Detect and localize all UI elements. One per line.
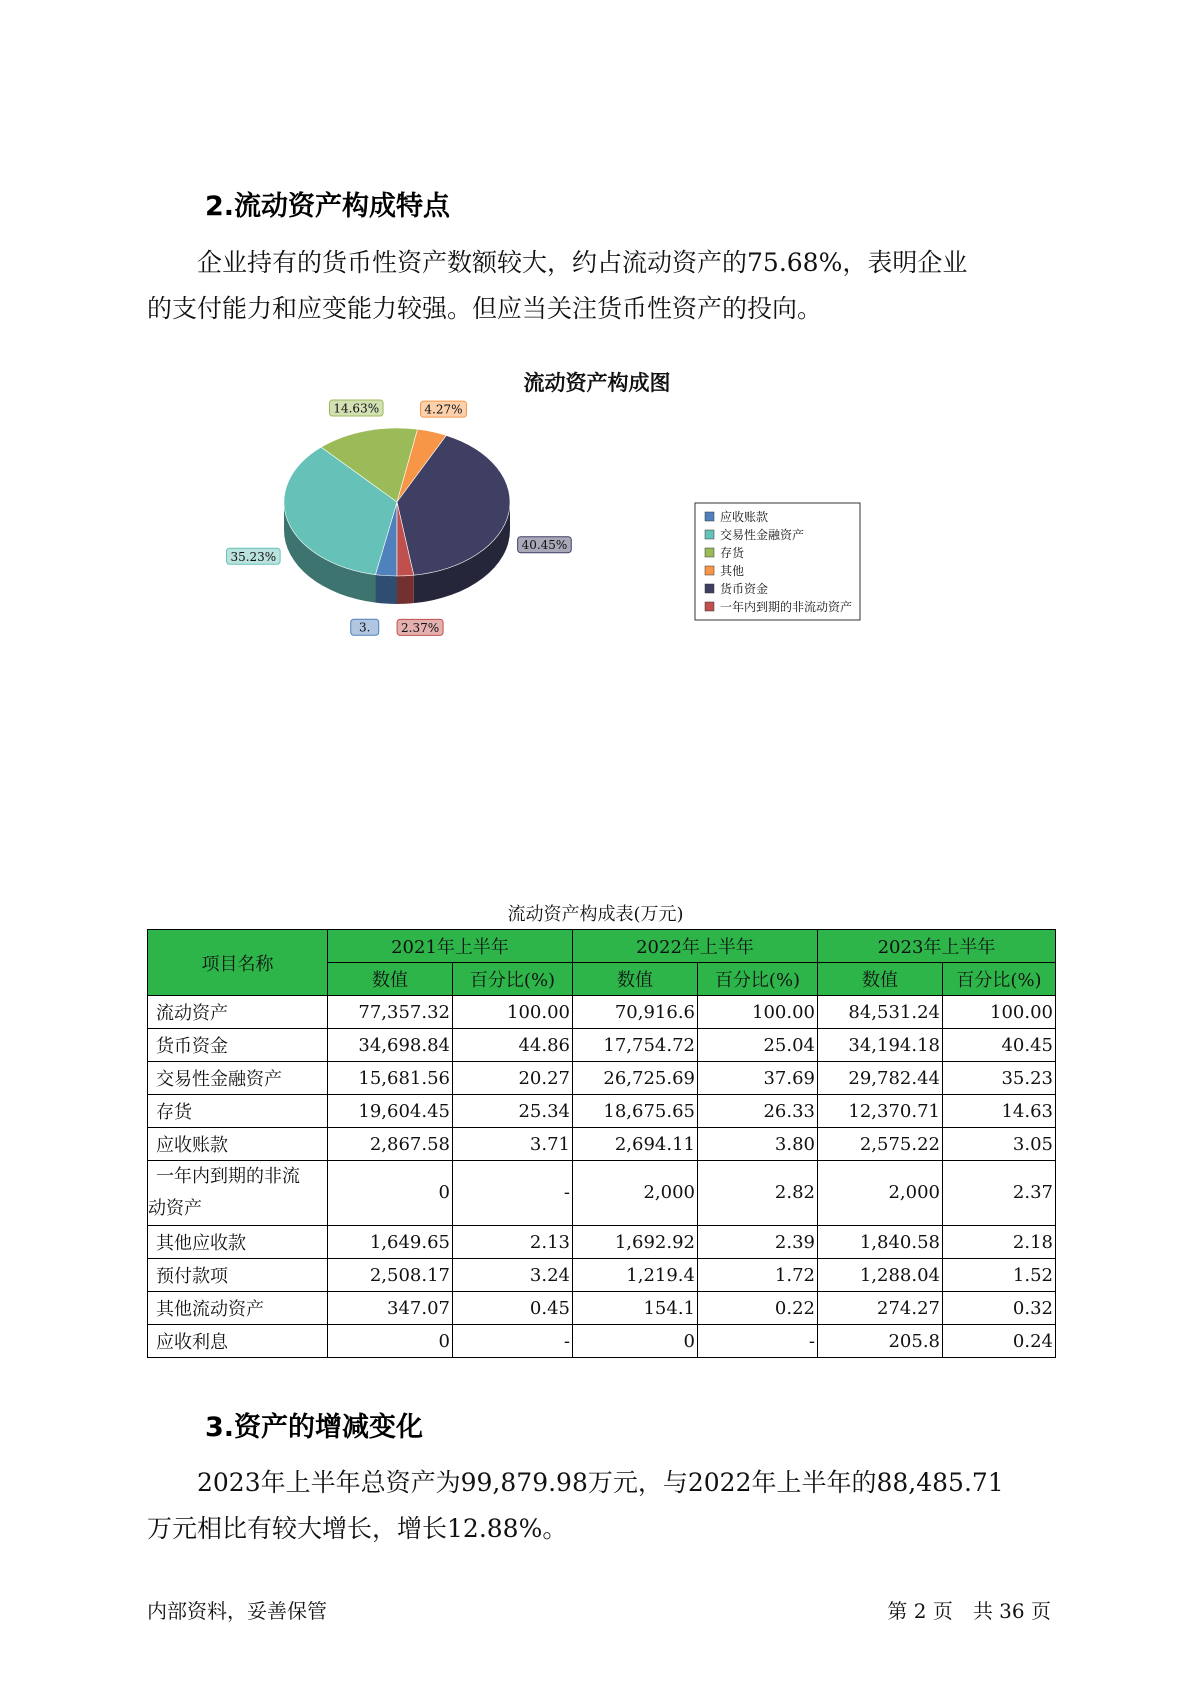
cell-value: 0 [573, 1325, 698, 1358]
pie-chart-svg [147, 360, 1047, 690]
data-label-text: 3. [359, 620, 371, 635]
cell-value: 1,288.04 [818, 1259, 943, 1292]
table-row [148, 1325, 1056, 1358]
row-name: 货币资金 [148, 1029, 328, 1062]
cell-pct: 100.00 [453, 996, 573, 1029]
cell-pct: 2.82 [698, 1161, 818, 1226]
cell-pct: 3.71 [453, 1128, 573, 1161]
row-name: 其他应收款 [148, 1226, 328, 1259]
cell-value: 77,357.32 [328, 996, 453, 1029]
cell-pct: 2.13 [453, 1226, 573, 1259]
cell-value: 34,194.18 [818, 1029, 943, 1062]
legend-entry: 其他 [720, 564, 745, 578]
header-value: 数值 [818, 963, 943, 996]
cell-pct: 1.52 [943, 1259, 1056, 1292]
section-3-paragraph [147, 1460, 1047, 1552]
current-assets-table [147, 929, 1056, 1358]
header-pct: 百分比(%) [698, 963, 818, 996]
cell-pct: - [453, 1325, 573, 1358]
cell-pct: 14.63 [943, 1095, 1056, 1128]
table-row [148, 1095, 1056, 1128]
cell-value: 2,575.22 [818, 1128, 943, 1161]
cell-pct: 100.00 [943, 996, 1056, 1029]
cell-pct: 40.45 [943, 1029, 1056, 1062]
cell-pct: 25.04 [698, 1029, 818, 1062]
cell-value: 34,698.84 [328, 1029, 453, 1062]
cell-value: 2,694.11 [573, 1128, 698, 1161]
cell-value: 205.8 [818, 1325, 943, 1358]
data-label-存货 [329, 400, 383, 416]
cell-pct: 20.27 [453, 1062, 573, 1095]
cell-value: 1,219.4 [573, 1259, 698, 1292]
cell-pct: 25.34 [453, 1095, 573, 1128]
section-3-line-2: 万元相比有较大增长，增长12.88%。 [147, 1514, 568, 1543]
data-label-交易性金融资产 [227, 548, 281, 564]
legend-swatch [705, 512, 714, 521]
table-row [148, 996, 1056, 1029]
cell-pct: 100.00 [698, 996, 818, 1029]
legend-swatch [705, 584, 714, 593]
table-row [148, 1259, 1056, 1292]
cell-pct: 1.72 [698, 1259, 818, 1292]
data-label-text: 40.45% [521, 538, 568, 553]
row-name [148, 1161, 328, 1226]
cell-value: 2,508.17 [328, 1259, 453, 1292]
section-2-line-2: 的支付能力和应变能力较强。但应当关注货币性资产的投向。 [147, 294, 823, 323]
chart-title: 流动资产构成图 [523, 371, 671, 395]
data-label-text: 2.37% [401, 620, 440, 635]
cell-value: 84,531.24 [818, 996, 943, 1029]
section-2-paragraph [147, 240, 1047, 332]
cell-value: 19,604.45 [328, 1095, 453, 1128]
legend-swatch [705, 602, 714, 611]
cell-value: 0 [328, 1325, 453, 1358]
chart-legend [695, 503, 860, 620]
table-row [148, 1062, 1056, 1095]
table-row [148, 1029, 1056, 1062]
data-label-text: 4.27% [424, 402, 463, 417]
data-label-货币资金 [518, 537, 572, 553]
cell-value: 17,754.72 [573, 1029, 698, 1062]
data-label-其他 [420, 401, 466, 417]
pie-slices [284, 428, 510, 604]
section-3-line-1: 2023年上半年总资产为99,879.98万元，与2022年上半年的88,485.71 [197, 1468, 1004, 1497]
cell-value: 1,840.58 [818, 1226, 943, 1259]
data-label-text: 14.63% [333, 401, 380, 416]
pie-side-一年内到期的非流动资产 [397, 575, 414, 604]
row-name-line-1: 一年内到期的非流 [156, 1166, 300, 1187]
cell-value: 154.1 [573, 1292, 698, 1325]
header-year-2021: 2021年上半年 [328, 930, 573, 963]
row-name: 存货 [148, 1095, 328, 1128]
cell-pct: 3.24 [453, 1259, 573, 1292]
legend-entry: 交易性金融资产 [720, 528, 805, 542]
header-pct: 百分比(%) [943, 963, 1056, 996]
cell-pct: 35.23 [943, 1062, 1056, 1095]
row-name: 应收利息 [148, 1325, 328, 1358]
row-name: 应收账款 [148, 1128, 328, 1161]
row-name: 其他流动资产 [148, 1292, 328, 1325]
cell-value: 70,916.6 [573, 996, 698, 1029]
cell-value: 2,867.58 [328, 1128, 453, 1161]
section-3-heading: 3.资产的增减变化 [205, 1412, 424, 1443]
cell-pct: 2.37 [943, 1161, 1056, 1226]
cell-value: 15,681.56 [328, 1062, 453, 1095]
cell-pct: 2.18 [943, 1226, 1056, 1259]
cell-pct: 3.05 [943, 1128, 1056, 1161]
header-year-2022: 2022年上半年 [573, 930, 818, 963]
header-pct: 百分比(%) [453, 963, 573, 996]
cell-value: 2,000 [818, 1161, 943, 1226]
header-value: 数值 [328, 963, 453, 996]
cell-pct: 2.39 [698, 1226, 818, 1259]
header-item-name: 项目名称 [148, 930, 328, 996]
cell-pct: - [698, 1325, 818, 1358]
legend-entry: 货币资金 [720, 582, 769, 596]
cell-value: 0 [328, 1161, 453, 1226]
cell-value: 347.07 [328, 1292, 453, 1325]
legend-swatch [705, 530, 714, 539]
cell-value: 29,782.44 [818, 1062, 943, 1095]
legend-swatch [705, 548, 714, 557]
table-caption: 流动资产构成表(万元) [507, 904, 684, 925]
legend-entry: 应收账款 [720, 510, 769, 524]
cell-pct: 26.33 [698, 1095, 818, 1128]
cell-value: 1,649.65 [328, 1226, 453, 1259]
header-year-2023: 2023年上半年 [818, 930, 1056, 963]
cell-pct: - [453, 1161, 573, 1226]
cell-value: 1,692.92 [573, 1226, 698, 1259]
header-value: 数值 [573, 963, 698, 996]
data-label-一年内到期的非流动资产 [397, 619, 443, 635]
row-name: 交易性金融资产 [148, 1062, 328, 1095]
table-row [148, 1226, 1056, 1259]
cell-pct: 37.69 [698, 1062, 818, 1095]
cell-pct: 44.86 [453, 1029, 573, 1062]
table-body [148, 996, 1056, 1358]
table-row [148, 1292, 1056, 1325]
table-row [148, 1161, 1056, 1226]
footer-page-number: 第 2 页 共 36 页 [887, 1599, 1051, 1623]
cell-value: 26,725.69 [573, 1062, 698, 1095]
pie-chart [147, 360, 1047, 690]
cell-pct: 0.45 [453, 1292, 573, 1325]
cell-value: 12,370.71 [818, 1095, 943, 1128]
data-label-应收账款 [351, 619, 379, 635]
section-2-heading: 2.流动资产构成特点 [205, 191, 451, 222]
cell-value: 2,000 [573, 1161, 698, 1226]
cell-pct: 3.80 [698, 1128, 818, 1161]
row-name: 预付款项 [148, 1259, 328, 1292]
pie-side-应收账款 [375, 575, 397, 604]
legend-entry: 一年内到期的非流动资产 [720, 600, 853, 614]
cell-pct: 0.32 [943, 1292, 1056, 1325]
section-2-line-1: 企业持有的货币性资产数额较大，约占流动资产的75.68%，表明企业 [197, 248, 968, 277]
legend-swatch [705, 566, 714, 575]
row-name-line-2: 动资产 [148, 1198, 202, 1219]
table-row [148, 1128, 1056, 1161]
footer-left: 内部资料，妥善保管 [147, 1599, 327, 1623]
cell-pct: 0.22 [698, 1292, 818, 1325]
row-name: 流动资产 [148, 996, 328, 1029]
legend-entry: 存货 [720, 546, 745, 560]
cell-value: 274.27 [818, 1292, 943, 1325]
cell-pct: 0.24 [943, 1325, 1056, 1358]
cell-value: 18,675.65 [573, 1095, 698, 1128]
data-label-text: 35.23% [230, 549, 277, 564]
